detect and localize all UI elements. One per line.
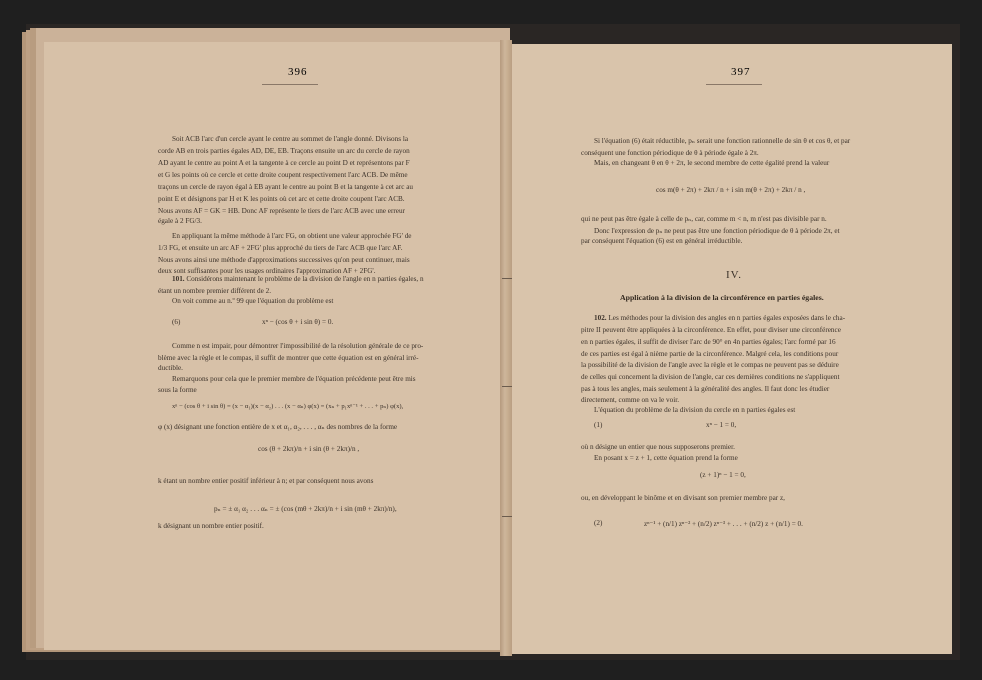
right-para3-line6: de celles qui concernent la division de l'angle, car ces dernières conditions ne s'appliquent (581, 373, 840, 381)
right-para3-line5: la possibilité de la division de l'angle avec la règle et le compas ne peuvent pas se déduire (581, 361, 839, 369)
right-para4-line1: où n désigne un entier que nous supposerons premier. (581, 443, 735, 451)
left-para2-line2: 1/3 FG, et ensuite un arc AF + 2FG' plus approché du tiers de l'arc ACB que l'arc AF. (158, 244, 403, 252)
left-para1-line3: AD ayant le centre au point A et la tangente à ce cercle au point D et représentons par F (158, 159, 410, 167)
left-para4-line4: Remarquons pour cela que le premier membre de l'équation précédente peut être mis (172, 375, 416, 383)
right-eq2-label: (1) (594, 421, 603, 429)
right-eq4: zⁿ⁻¹ + (n/1) zⁿ⁻² + (n/2) zⁿ⁻³ + . . . + (n/2) z + (n/1) = 0. (644, 520, 803, 528)
right-page-number: 397 (731, 66, 751, 78)
left-eq4: pₙ = ± α₁ α₂ . . . αₙ = ± (cos (mθ + 2kπ)/n + i sin (mθ + 2kπ)/n), (214, 505, 397, 513)
left-para4-line1: Comme n est impair, pour démontrer l'impossibilité de la résolution générale de ce pro- (172, 342, 424, 350)
left-para3-line1: Considérons maintenant le problème de la division de l'angle en n parties égales, n (186, 275, 424, 283)
right-para3-line3: en n parties égales, il suffit de diviser l'arc de 90° en 4n parties égales; l'arc formé par 16 (581, 338, 836, 346)
margin-mark (502, 386, 512, 387)
section-number: IV. (726, 269, 742, 281)
margin-mark (502, 516, 512, 517)
right-para3-line8: directement, comme on va le voir. (581, 396, 679, 404)
left-para4-line2: blème avec la règle et le compas, il suffit de montrer que cette équation est en général irré- (158, 354, 419, 362)
left-eq3: cos (θ + 2kπ)/n + i sin (θ + 2kπ)/n , (258, 445, 360, 453)
right-para3-line9: L'équation du problème de la division du cercle en n parties égales est (594, 406, 796, 414)
left-para3-line2: étant un nombre premier différent de 2. (158, 287, 272, 295)
right-para4-line2: En posant x = z + 1, cette équation prend la forme (594, 454, 738, 462)
left-para1-line4: et G les points où ce cercle et cette droite coupent respectivement l'arc ACB. De même (158, 171, 408, 179)
right-eq3: (z + 1)ⁿ − 1 = 0, (700, 471, 746, 479)
right-para3-line7: pas à tous les angles, mais seulement à la généralité des angles. Il faut donc les étudier (581, 385, 830, 393)
left-para4-line5: sous la forme (158, 386, 197, 394)
left-para2-line1: En appliquant la même méthode à l'arc FG, on obtient une valeur approchée FG' de (172, 232, 412, 240)
left-eq2: xⁿ − (cos θ + i sin θ) = (x − α₁)(x − α₂) . . . (x − αₙ) φ(x) = (xₙ + p₁xⁿ⁻¹ + . . . + pₙ) φ(x), (172, 403, 404, 410)
right-para2-line1: qui ne peut pas être égale à celle de pₙ, car, comme m < n, m n'est pas divisible par n. (581, 215, 827, 223)
left-para1-line1: Soit ACB l'arc d'un cercle ayant le centre au sommet de l'angle donné. Divisons la (172, 135, 409, 143)
right-para3-line4: de ces parties est égal à nième partie de la circonférence. Malgré cela, les conditions pour (581, 350, 839, 358)
left-para4-line3: ductible. (158, 364, 183, 372)
right-page-rule (706, 84, 762, 85)
margin-mark (502, 278, 512, 279)
section-heading: Application à la division de la circonférence en parties égales. (620, 293, 824, 302)
left-page-rule (262, 84, 318, 85)
right-para5: ou, en développant le binôme et en divisant son premier membre par z, (581, 494, 785, 502)
left-eq1: xⁿ − (cos θ + i sin θ) = 0. (262, 318, 334, 326)
left-para1-line5: traçons un cercle de rayon égal à EB ayant le centre au point B et la tangente à cet arc au (158, 183, 414, 191)
left-para6: k étant un nombre entier positif inférieur à n; et par conséquent nous avons (158, 477, 374, 485)
right-eq2: xⁿ − 1 = 0, (706, 421, 737, 429)
left-page-number: 396 (288, 66, 308, 78)
right-eq1: cos m(θ + 2π) + 2kπ / n + i sin m(θ + 2π) + 2kπ / n , (656, 186, 806, 194)
left-para3-number: 101. (172, 275, 185, 283)
right-para2-line3: par conséquent l'équation (6) est en général irréductible. (581, 237, 743, 245)
left-para5: φ (x) désignant une fonction entière de x et α₁, α₂, . . . , αₙ des nombres de la forme (158, 423, 398, 431)
left-para3-line3: On voit comme au n.º 99 que l'équation du problème est (172, 297, 334, 305)
left-eq1-label: (6) (172, 318, 181, 326)
right-para3-line2: pitre II peuvent être appliquées à la circonférence. En effet, pour diviser une circonférence (581, 326, 841, 334)
left-para1-line7: Nous avons AF = GK = HB. Donc AF représente le tiers de l'arc ACB avec une erreur (158, 207, 405, 215)
right-para2-line2: Donc l'expression de pₙ ne peut pas être une fonction périodique de θ à période 2π, et (594, 227, 840, 235)
book-gutter (500, 40, 512, 656)
right-eq4-label: (2) (594, 519, 603, 527)
right-para1-line3: Mais, en changeant θ en θ + 2π, le second membre de cette égalité prend la valeur (594, 159, 830, 167)
right-para1-line1: Si l'équation (6) était réductible, pₙ serait une fonction rationnelle de sin θ et cos θ, et par (594, 137, 851, 145)
left-para1-line2: corde AB en trois parties égales AD, DE, EB. Traçons ensuite un arc du cercle de rayon (158, 147, 410, 155)
left-para7: k désignant un nombre entier positif. (158, 522, 264, 530)
right-para3-line1: Les méthodes pour la division des angles en n parties égales exposées dans le cha- (608, 314, 846, 322)
left-para2-line3: Nous avons ainsi une méthode d'approximations successives qu'on peut continuer, mais (158, 256, 410, 264)
left-para1-line6: point E et désignons par H et K les points où cet arc et cette droite coupent l'arc ACB. (158, 195, 405, 203)
right-para1-line2: conséquent une fonction périodique de θ à période égale à 2π. (581, 149, 759, 157)
left-para2-line4: deux sont suffisantes pour les usages ordinaires l'approximation AF + 2FG'. (158, 267, 376, 275)
right-para3-number: 102. (594, 314, 607, 322)
left-para1-line8: égale à 2 FG/3. (158, 217, 202, 225)
